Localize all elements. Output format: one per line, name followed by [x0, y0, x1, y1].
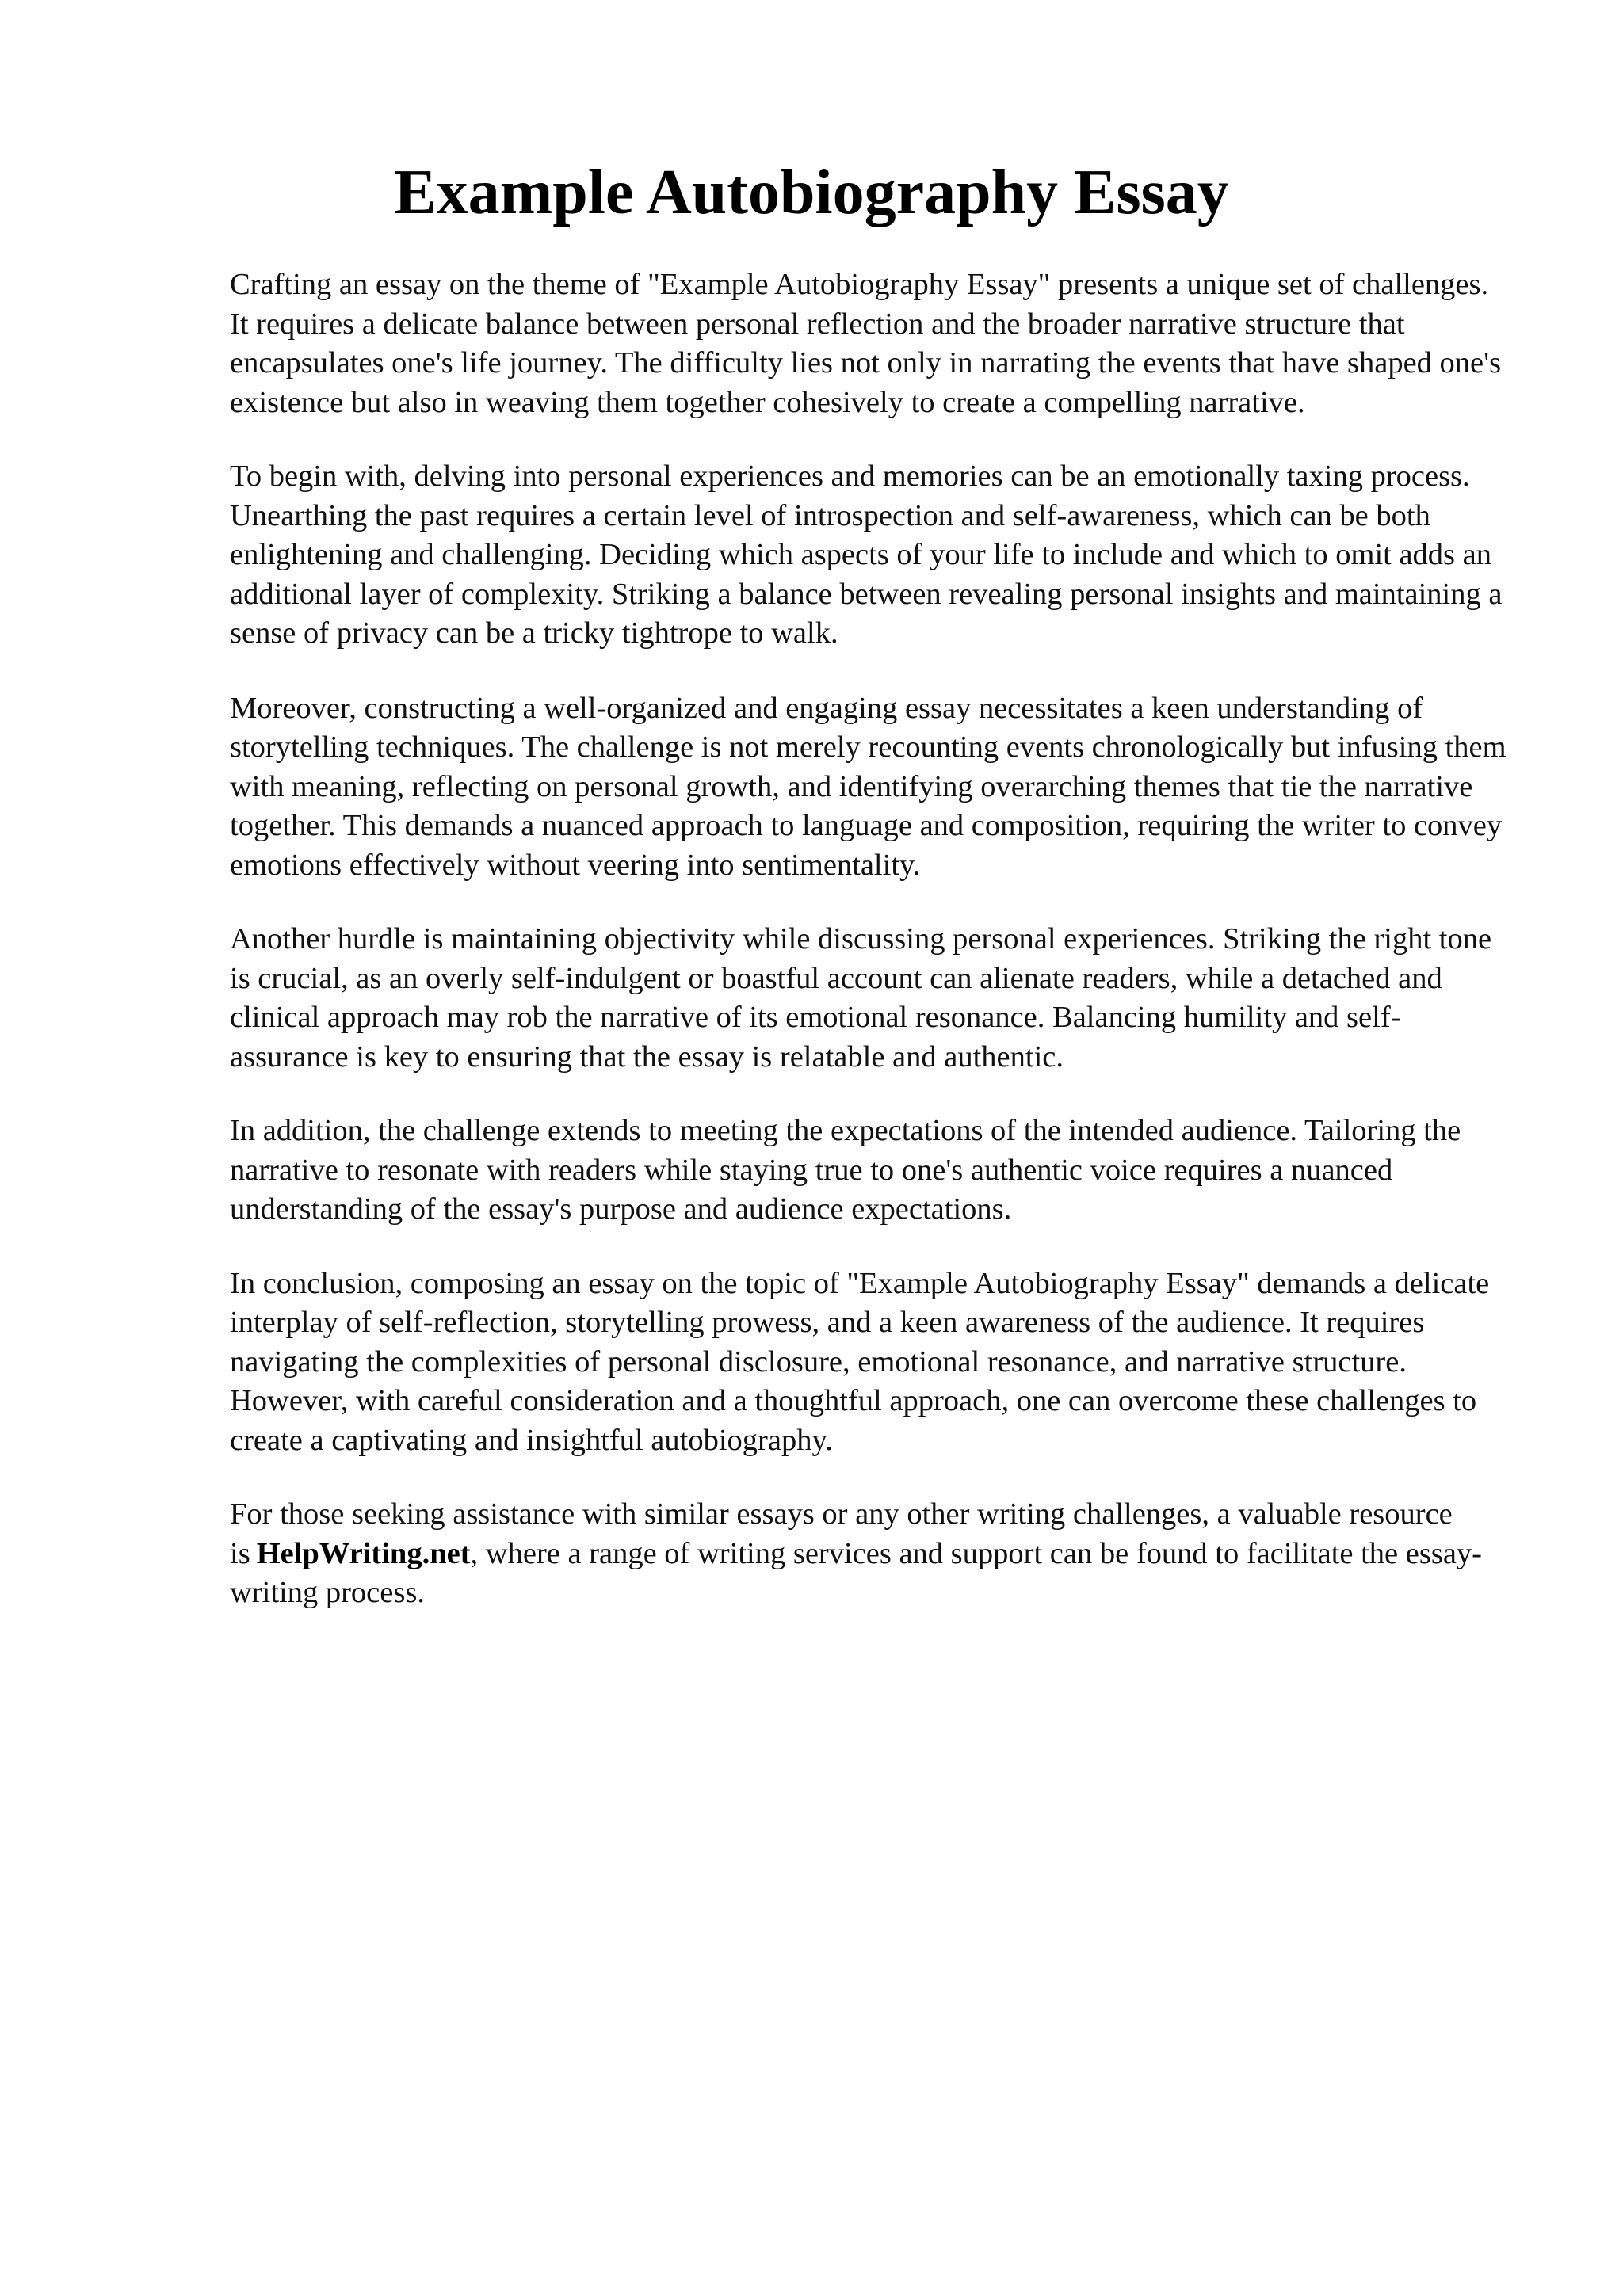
- paragraph-5: In addition, the challenge extends to meeting the expectations of the intended audience. Tailoring the narrative to resonate with readers while staying true to one's authentic voice requires a nuanced understanding of the essay's purpose and audience expectations.: [230, 1114, 1461, 1226]
- closing-text-after: , where a range of writing services and support can be found to facilitate the essay-writing process.: [230, 1536, 1482, 1609]
- paragraph-1: Crafting an essay on the theme of "Example Autobiography Essay" presents a unique set of challenges. It requires a delicate balance between personal reflection and the broader narrative structure that encapsulates one's life journey. The difficulty lies not only in narrating the events that have shaped one's existence but also in weaving them together cohesively to create a compelling narrative.: [230, 268, 1502, 419]
- paragraph-3: Moreover, constructing a well-organized and engaging essay necessitates a keen understanding of storytelling techniques. The challenge is not merely recounting events chronologically but infusing them with meaning, reflecting on personal growth, and identifying overarching themes that tie the narrative together. This demands a nuanced approach to language and composition, requiring the writer to convey emotions effectively without veering into sentimentality.: [230, 691, 1507, 882]
- page-title: Example Autobiography Essay: [394, 158, 1229, 227]
- paragraph-6: In conclusion, composing an essay on the topic of "Example Autobiography Essay" demands a delicate interplay of self-reflection, storytelling prowess, and a keen awareness of the audience. It requires navigating the complexities of personal disclosure, emotional resonance, and narrative structure. However, with careful consideration and a thoughtful approach, one can overcome these challenges to create a captivating and insightful autobiography.: [230, 1266, 1490, 1457]
- closing-paragraph: [230, 1495, 1514, 1613]
- paragraph-2: To begin with, delving into personal experiences and memories can be an emotionally taxing process. Unearthing the past requires a certain level of introspection and self-awareness, which can be both enlightening and challenging. Deciding which aspects of your life to include and which to omit adds an additional layer of complexity. Striking a balance between revealing personal insights and maintaining a sense of privacy can be a tricky tightrope to walk.: [230, 460, 1503, 650]
- paragraph-4: Another hurdle is maintaining objectivity while discussing personal experiences. Striking the right tone is crucial, as an overly self-indulgent or boastful account can alienate readers, while a detached and clinical approach may rob the narrative of its emotional resonance. Balancing humility and self-assurance is key to ensuring that the essay is relatable and authentic.: [230, 922, 1492, 1074]
- closing-text-before: For those seeking assistance with similar essays or any other writing challenges, a valuable resource is: [230, 1497, 1453, 1570]
- helpwriting-link[interactable]: HelpWriting.net: [256, 1536, 471, 1570]
- essay-body: [230, 265, 1514, 1648]
